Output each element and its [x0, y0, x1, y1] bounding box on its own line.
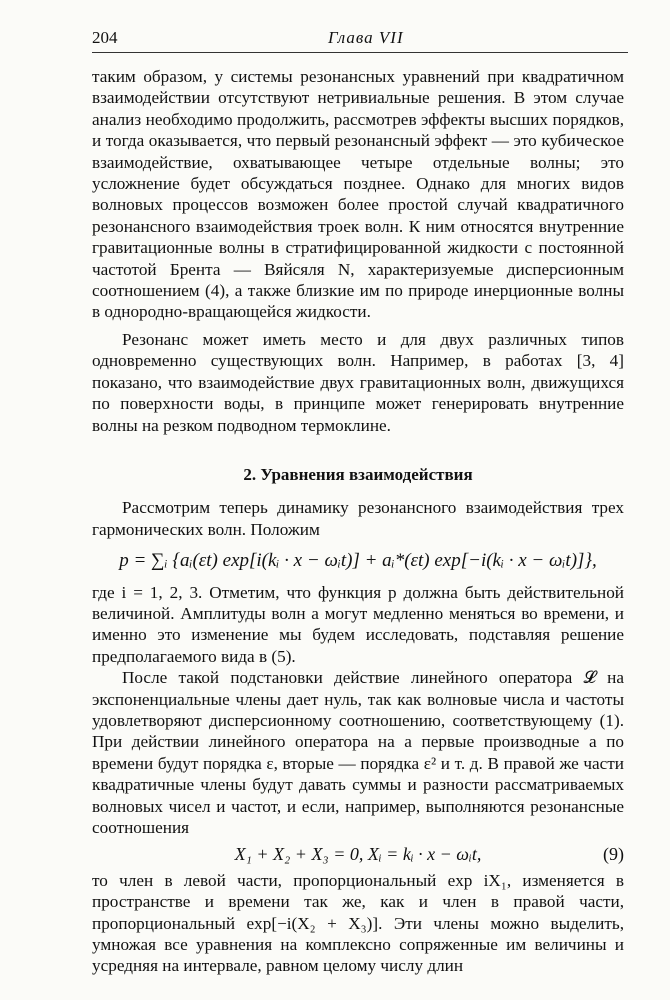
- equation-number: (9): [603, 844, 624, 865]
- section-title: 2. Уравнения взаимодействия: [243, 464, 473, 484]
- paragraph-2: Резонанс может иметь место и для двух различных типов одновременно существующих волн. Например, в работах [3, 4] показано, что взаимодействие двух гравитационных волн, движущихся по поверхности воды, в принципе может генерировать внутренние волны на резком подводном термоклине.: [92, 329, 624, 435]
- formula-main: p = ∑ᵢ {aᵢ(εt) exp[i(kᵢ · x − ωᵢt)] + aᵢ*(εt) exp[−i(kᵢ · x − ωᵢt)]},: [119, 550, 597, 572]
- formula-resonance-text: X₁ + X₂ + X₃ = 0, Xᵢ = kᵢ · x − ωᵢt,: [234, 844, 482, 865]
- header-rule: [92, 52, 628, 53]
- paragraph-1: таким образом, у системы резонансных уравнений при квадратичном взаимодействии отсутствуют нетривиальные решения. В этом случае анализ необходимо продолжить, рассмотрев эффекты высших порядков, и тогда оказывается, что первый резонансный эффект — это кубическое взаимодействие, охватывающее четыре отдельные волны; это усложнение будет обсуждаться позднее. Однако для многих видов волновых процессов возможен более простой случай квадратичного резонансного взаимодействия троек волн. К ним относятся внутренние гравитационные волны в стратифицированной жидкости с постоянной частотой Брента — Вяйсяля N, характеризуемые дисперсионным соотношением (4), а также близкие им по природе инерционные волны в однородно-вращающейся жидкости.: [92, 67, 624, 322]
- paragraph-4: где i = 1, 2, 3. Отметим, что функция p должна быть действительной величиной. Амплитуды волн a могут медленно меняться во времени, и именно это изменение мы будем исследовать, подставляя решение предполагаемого вида в (5).: [92, 582, 624, 666]
- page-number: 204: [92, 28, 118, 47]
- formula-resonance: [92, 844, 624, 865]
- page-body: [92, 66, 624, 977]
- page-header: [92, 28, 628, 52]
- paragraph-3: Рассмотрим теперь динамику резонансного взаимодействия трех гармонических волн. Положим: [92, 498, 624, 539]
- paragraph-5: После такой подстановки действие линейного оператора 𝓛 на экспоненциальные члены дает нуль, так как волновые числа и частоты удовлетворяют дисперсионному соотношению, соответствующему (1). При действии линейного оператора на a первые производные a по времени будут порядка ε, вторые — порядка ε² и т. д. В правой же части квадратичные члены будут давать суммы и разности рассматриваемых волновых чисел и частот, и если, например, выполняются резонансные соотношения: [92, 668, 624, 837]
- running-head: Глава VII: [328, 28, 404, 47]
- paragraph-6: то член в левой части, пропорциональный exp iX₁, изменяется в пространстве и времени так же, как и член в правой части, пропорциональный exp[−i(X₂ + X₃)]. Эти члены можно выделить, умножая все уравнения на комплексно сопряженные им величины и усредняя на интервале, равном целому числу длин: [92, 870, 624, 976]
